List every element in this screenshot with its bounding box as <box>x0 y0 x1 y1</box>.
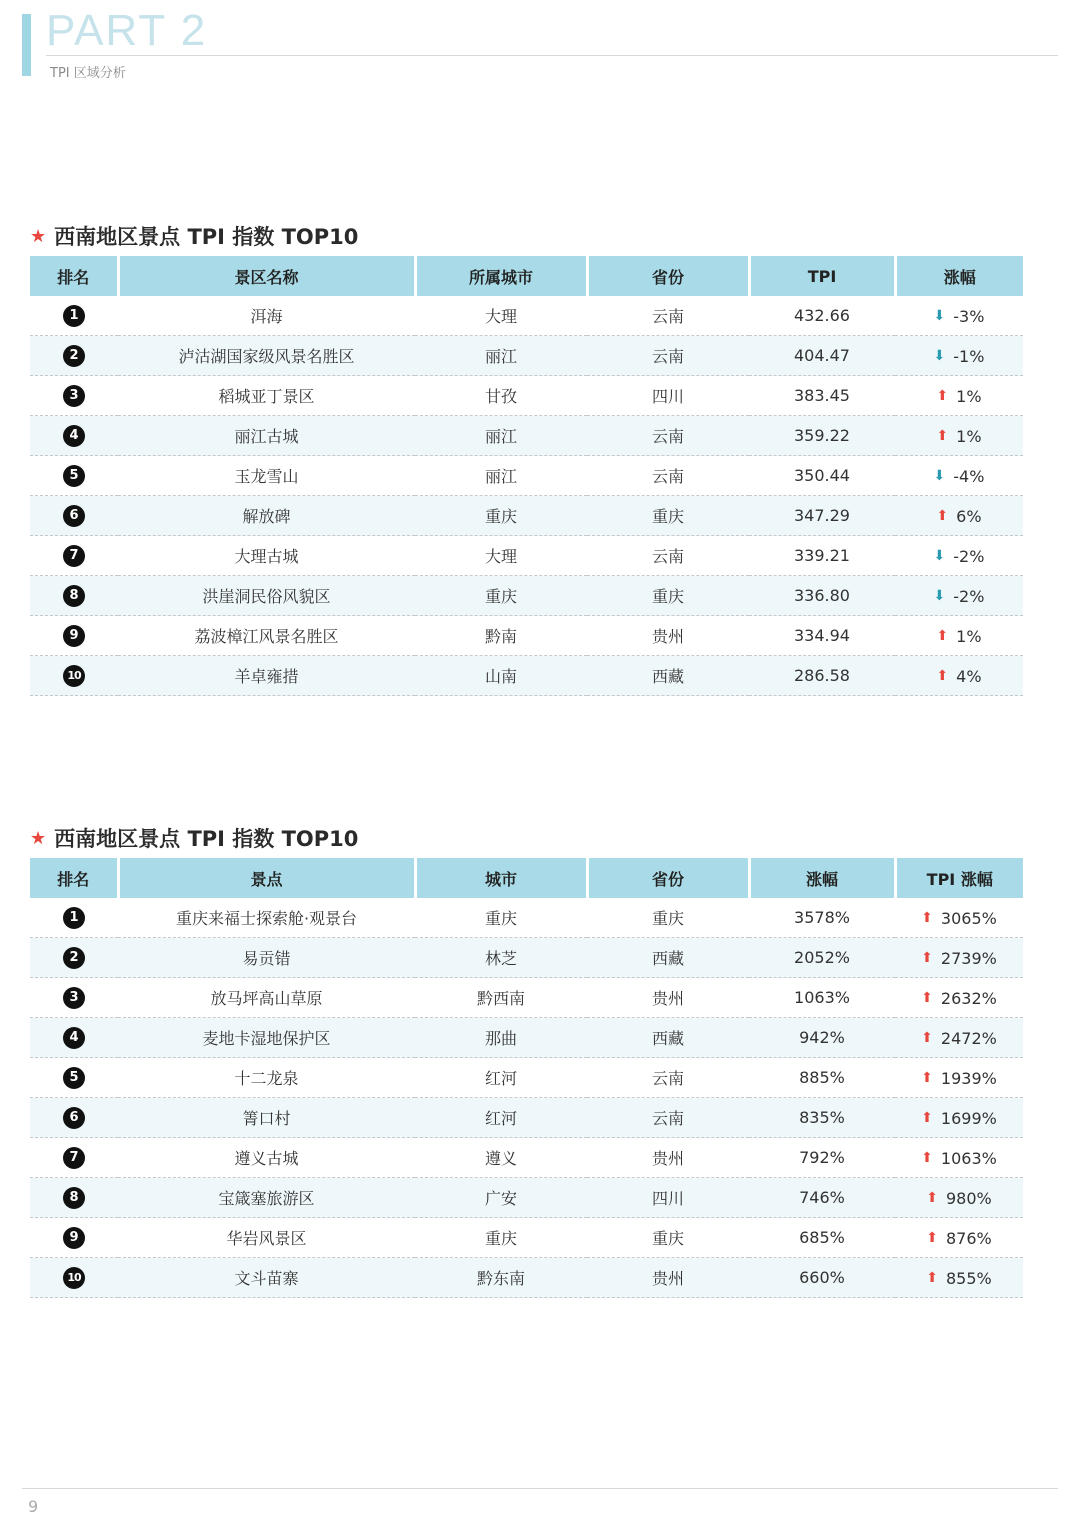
province-cell: 重庆 <box>587 496 749 536</box>
change-text: 2472% <box>940 1028 997 1048</box>
table-row <box>30 616 1023 656</box>
arrow-up-icon: ⬆ <box>936 428 949 445</box>
name-cell: 洱海 <box>118 296 415 336</box>
change-cell <box>895 496 1023 536</box>
rank-cell <box>30 616 118 656</box>
arrow-up-icon: ⬆ <box>936 628 949 645</box>
table1-section <box>30 216 1023 696</box>
change-value <box>934 587 985 606</box>
value-cell: 383.45 <box>749 376 895 416</box>
change-cell <box>895 416 1023 456</box>
name-cell: 华岩风景区 <box>118 1218 415 1258</box>
rank-cell <box>30 1178 118 1218</box>
name-cell: 丽江古城 <box>118 416 415 456</box>
rank-cell <box>30 1138 118 1178</box>
name-cell: 宝箴塞旅游区 <box>118 1178 415 1218</box>
change-text: -1% <box>953 346 985 366</box>
arrow-up-icon: ⬆ <box>936 668 949 685</box>
arrow-up-icon: ⬆ <box>921 950 933 967</box>
province-cell: 贵州 <box>587 1258 749 1298</box>
name-cell: 羊卓雍措 <box>118 656 415 696</box>
rank-cell <box>30 656 118 696</box>
change-value <box>936 667 981 686</box>
table2-title-row <box>30 818 1023 858</box>
rank-badge: 6 <box>63 1107 85 1129</box>
rank-badge: 5 <box>63 1067 85 1089</box>
rank-cell <box>30 1058 118 1098</box>
change-cell <box>895 1138 1023 1178</box>
province-cell: 重庆 <box>587 576 749 616</box>
city-cell: 广安 <box>415 1178 587 1218</box>
arrow-down-icon: ⬇ <box>933 308 946 325</box>
rank-cell <box>30 336 118 376</box>
city-cell: 重庆 <box>415 1218 587 1258</box>
value-cell: 835% <box>749 1098 895 1138</box>
rank-badge: 8 <box>63 1187 85 1209</box>
table-row <box>30 296 1023 336</box>
province-cell: 贵州 <box>587 1138 749 1178</box>
change-cell <box>895 536 1023 576</box>
arrow-up-icon: ⬆ <box>926 1270 938 1287</box>
arrow-down-icon: ⬇ <box>933 468 946 485</box>
table-row <box>30 496 1023 536</box>
value-cell: 3578% <box>749 898 895 938</box>
change-cell <box>895 1258 1023 1298</box>
change-value <box>926 1269 991 1288</box>
province-cell: 云南 <box>587 1098 749 1138</box>
value-cell: 942% <box>749 1018 895 1058</box>
table-row <box>30 336 1023 376</box>
table-row <box>30 1018 1023 1058</box>
name-cell: 洪崖洞民俗风貌区 <box>118 576 415 616</box>
value-cell: 1063% <box>749 978 895 1018</box>
name-cell: 文斗苗寨 <box>118 1258 415 1298</box>
part-label: PART 2 <box>46 6 208 55</box>
change-cell <box>895 1058 1023 1098</box>
change-text: 1% <box>956 386 982 406</box>
arrow-up-icon: ⬆ <box>936 388 949 405</box>
value-cell: 660% <box>749 1258 895 1298</box>
change-cell <box>895 1218 1023 1258</box>
table-row <box>30 376 1023 416</box>
table1-title: 西南地区景点 TPI 指数 TOP10 <box>54 225 359 249</box>
province-cell: 云南 <box>587 536 749 576</box>
city-cell: 重庆 <box>415 576 587 616</box>
rank-badge: 1 <box>63 305 85 327</box>
province-cell: 西藏 <box>587 656 749 696</box>
province-cell: 重庆 <box>587 1218 749 1258</box>
table-row <box>30 536 1023 576</box>
table1-col-name: 景区名称 <box>118 256 415 296</box>
change-cell <box>895 1098 1023 1138</box>
change-value <box>934 307 985 326</box>
change-text: 876% <box>945 1228 992 1248</box>
table2-col-name: 景点 <box>118 858 415 898</box>
change-value <box>926 1229 991 1248</box>
rank-badge: 2 <box>63 345 85 367</box>
change-cell <box>895 576 1023 616</box>
change-value <box>921 989 997 1008</box>
section-subtitle: TPI 区域分析 <box>50 66 126 81</box>
change-value <box>934 467 985 486</box>
change-value <box>926 1189 991 1208</box>
rank-badge: 8 <box>63 585 85 607</box>
province-cell: 西藏 <box>587 938 749 978</box>
province-cell: 贵州 <box>587 616 749 656</box>
arrow-up-icon: ⬆ <box>936 508 949 525</box>
page-number: 9 <box>28 1497 39 1516</box>
table-row <box>30 456 1023 496</box>
value-cell: 359.22 <box>749 416 895 456</box>
city-cell: 黔南 <box>415 616 587 656</box>
header-divider <box>46 55 1058 56</box>
city-cell: 大理 <box>415 536 587 576</box>
header-accent-bar <box>22 14 31 76</box>
star-icon: ★ <box>30 827 47 849</box>
province-cell: 重庆 <box>587 898 749 938</box>
value-cell: 286.58 <box>749 656 895 696</box>
rank-badge: 10 <box>63 1267 85 1289</box>
table-row <box>30 898 1023 938</box>
value-cell: 746% <box>749 1178 895 1218</box>
change-text: 855% <box>945 1268 992 1288</box>
table1-col-tpi: TPI <box>749 256 895 296</box>
change-text: 2632% <box>940 988 997 1008</box>
value-cell: 350.44 <box>749 456 895 496</box>
rank-badge: 1 <box>63 907 85 929</box>
province-cell: 四川 <box>587 376 749 416</box>
table2-col-rank: 排名 <box>30 858 118 898</box>
city-cell: 黔西南 <box>415 978 587 1018</box>
city-cell: 甘孜 <box>415 376 587 416</box>
change-text: 1% <box>956 426 982 446</box>
change-cell <box>895 938 1023 978</box>
city-cell: 那曲 <box>415 1018 587 1058</box>
value-cell: 885% <box>749 1058 895 1098</box>
table-row <box>30 1138 1023 1178</box>
rank-badge: 3 <box>63 987 85 1009</box>
table-row <box>30 978 1023 1018</box>
change-text: -2% <box>953 586 985 606</box>
rank-badge: 9 <box>63 625 85 647</box>
province-cell: 云南 <box>587 296 749 336</box>
name-cell: 解放碑 <box>118 496 415 536</box>
city-cell: 林芝 <box>415 938 587 978</box>
arrow-up-icon: ⬆ <box>921 1030 933 1047</box>
city-cell: 重庆 <box>415 898 587 938</box>
table1-col-province: 省份 <box>587 256 749 296</box>
change-cell <box>895 376 1023 416</box>
change-value <box>934 547 985 566</box>
rank-cell <box>30 938 118 978</box>
change-text: 1939% <box>940 1068 997 1088</box>
rank-cell <box>30 536 118 576</box>
change-text: 1699% <box>940 1108 997 1128</box>
arrow-up-icon: ⬆ <box>926 1230 938 1247</box>
rank-cell <box>30 576 118 616</box>
change-value <box>921 949 997 968</box>
table2-title: 西南地区景点 TPI 指数 TOP10 <box>54 827 359 851</box>
province-cell: 云南 <box>587 336 749 376</box>
table-row <box>30 1218 1023 1258</box>
city-cell: 红河 <box>415 1098 587 1138</box>
value-cell: 2052% <box>749 938 895 978</box>
rank-badge: 4 <box>63 1027 85 1049</box>
change-cell <box>895 1018 1023 1058</box>
change-cell <box>895 336 1023 376</box>
change-value <box>936 387 981 406</box>
change-text: 1% <box>956 626 982 646</box>
table-row <box>30 1098 1023 1138</box>
arrow-up-icon: ⬆ <box>921 1110 933 1127</box>
change-cell <box>895 296 1023 336</box>
city-cell: 丽江 <box>415 456 587 496</box>
arrow-down-icon: ⬇ <box>933 588 946 605</box>
change-value <box>921 1069 997 1088</box>
rank-cell <box>30 456 118 496</box>
city-cell: 大理 <box>415 296 587 336</box>
change-cell <box>895 898 1023 938</box>
province-cell: 云南 <box>587 1058 749 1098</box>
city-cell: 黔东南 <box>415 1258 587 1298</box>
rank-cell <box>30 1258 118 1298</box>
rank-cell <box>30 416 118 456</box>
change-cell <box>895 1178 1023 1218</box>
table-row <box>30 416 1023 456</box>
rank-badge: 7 <box>63 545 85 567</box>
rank-badge: 10 <box>63 665 85 687</box>
arrow-up-icon: ⬆ <box>921 990 933 1007</box>
table2-header-row <box>30 858 1023 898</box>
name-cell: 十二龙泉 <box>118 1058 415 1098</box>
table1 <box>30 256 1023 696</box>
change-value <box>934 347 985 366</box>
rank-badge: 5 <box>63 465 85 487</box>
arrow-up-icon: ⬆ <box>921 1070 933 1087</box>
name-cell: 重庆来福士探索舱·观景台 <box>118 898 415 938</box>
name-cell: 麦地卡湿地保护区 <box>118 1018 415 1058</box>
rank-badge: 3 <box>63 385 85 407</box>
change-value <box>936 507 981 526</box>
value-cell: 347.29 <box>749 496 895 536</box>
table2-col-province: 省份 <box>587 858 749 898</box>
city-cell: 遵义 <box>415 1138 587 1178</box>
name-cell: 遵义古城 <box>118 1138 415 1178</box>
value-cell: 792% <box>749 1138 895 1178</box>
table-row <box>30 1058 1023 1098</box>
arrow-down-icon: ⬇ <box>933 548 946 565</box>
city-cell: 丽江 <box>415 416 587 456</box>
change-value <box>921 1029 997 1048</box>
table1-header-row <box>30 256 1023 296</box>
change-cell <box>895 656 1023 696</box>
table2-section <box>30 818 1023 1298</box>
rank-cell <box>30 1018 118 1058</box>
arrow-up-icon: ⬆ <box>921 1150 933 1167</box>
rank-cell <box>30 978 118 1018</box>
rank-cell <box>30 898 118 938</box>
rank-cell <box>30 1098 118 1138</box>
table-row <box>30 1178 1023 1218</box>
province-cell: 西藏 <box>587 1018 749 1058</box>
rank-badge: 2 <box>63 947 85 969</box>
value-cell: 404.47 <box>749 336 895 376</box>
table1-title-row <box>30 216 1023 256</box>
change-value <box>921 1149 997 1168</box>
rank-badge: 6 <box>63 505 85 527</box>
table1-col-change: 涨幅 <box>895 256 1023 296</box>
rank-badge: 9 <box>63 1227 85 1249</box>
table2-col-city: 城市 <box>415 858 587 898</box>
rank-badge: 4 <box>63 425 85 447</box>
change-text: 1063% <box>940 1148 997 1168</box>
name-cell: 泸沽湖国家级风景名胜区 <box>118 336 415 376</box>
change-cell <box>895 456 1023 496</box>
change-text: 6% <box>956 506 982 526</box>
rank-cell <box>30 296 118 336</box>
province-cell: 四川 <box>587 1178 749 1218</box>
table1-col-city: 所属城市 <box>415 256 587 296</box>
rank-cell <box>30 376 118 416</box>
value-cell: 339.21 <box>749 536 895 576</box>
change-value <box>936 427 981 446</box>
name-cell: 易贡错 <box>118 938 415 978</box>
change-text: -2% <box>953 546 985 566</box>
name-cell: 放马坪高山草原 <box>118 978 415 1018</box>
value-cell: 685% <box>749 1218 895 1258</box>
table1-col-rank: 排名 <box>30 256 118 296</box>
table-row <box>30 1258 1023 1298</box>
rank-cell <box>30 496 118 536</box>
province-cell: 云南 <box>587 416 749 456</box>
table-row <box>30 656 1023 696</box>
change-cell <box>895 978 1023 1018</box>
change-text: 4% <box>956 666 982 686</box>
table2-col-growth: 涨幅 <box>749 858 895 898</box>
arrow-up-icon: ⬆ <box>926 1190 938 1207</box>
province-cell: 云南 <box>587 456 749 496</box>
table-row <box>30 576 1023 616</box>
value-cell: 432.66 <box>749 296 895 336</box>
city-cell: 重庆 <box>415 496 587 536</box>
table-row <box>30 938 1023 978</box>
province-cell: 贵州 <box>587 978 749 1018</box>
name-cell: 荔波樟江风景名胜区 <box>118 616 415 656</box>
change-value <box>921 909 997 928</box>
footer-divider <box>22 1488 1058 1489</box>
table2 <box>30 858 1023 1298</box>
name-cell: 玉龙雪山 <box>118 456 415 496</box>
rank-cell <box>30 1218 118 1258</box>
value-cell: 336.80 <box>749 576 895 616</box>
table2-col-tpi-growth: TPI 涨幅 <box>895 858 1023 898</box>
change-cell <box>895 616 1023 656</box>
name-cell: 大理古城 <box>118 536 415 576</box>
arrow-up-icon: ⬆ <box>921 910 933 927</box>
change-text: -3% <box>953 306 985 326</box>
change-text: -4% <box>953 466 985 486</box>
change-text: 3065% <box>940 908 997 928</box>
city-cell: 红河 <box>415 1058 587 1098</box>
value-cell: 334.94 <box>749 616 895 656</box>
change-text: 980% <box>945 1188 992 1208</box>
city-cell: 山南 <box>415 656 587 696</box>
arrow-down-icon: ⬇ <box>933 348 946 365</box>
rank-badge: 7 <box>63 1147 85 1169</box>
change-value <box>936 627 981 646</box>
name-cell: 稻城亚丁景区 <box>118 376 415 416</box>
city-cell: 丽江 <box>415 336 587 376</box>
change-text: 2739% <box>940 948 997 968</box>
change-value <box>921 1109 997 1128</box>
name-cell: 箐口村 <box>118 1098 415 1138</box>
star-icon: ★ <box>30 225 47 247</box>
